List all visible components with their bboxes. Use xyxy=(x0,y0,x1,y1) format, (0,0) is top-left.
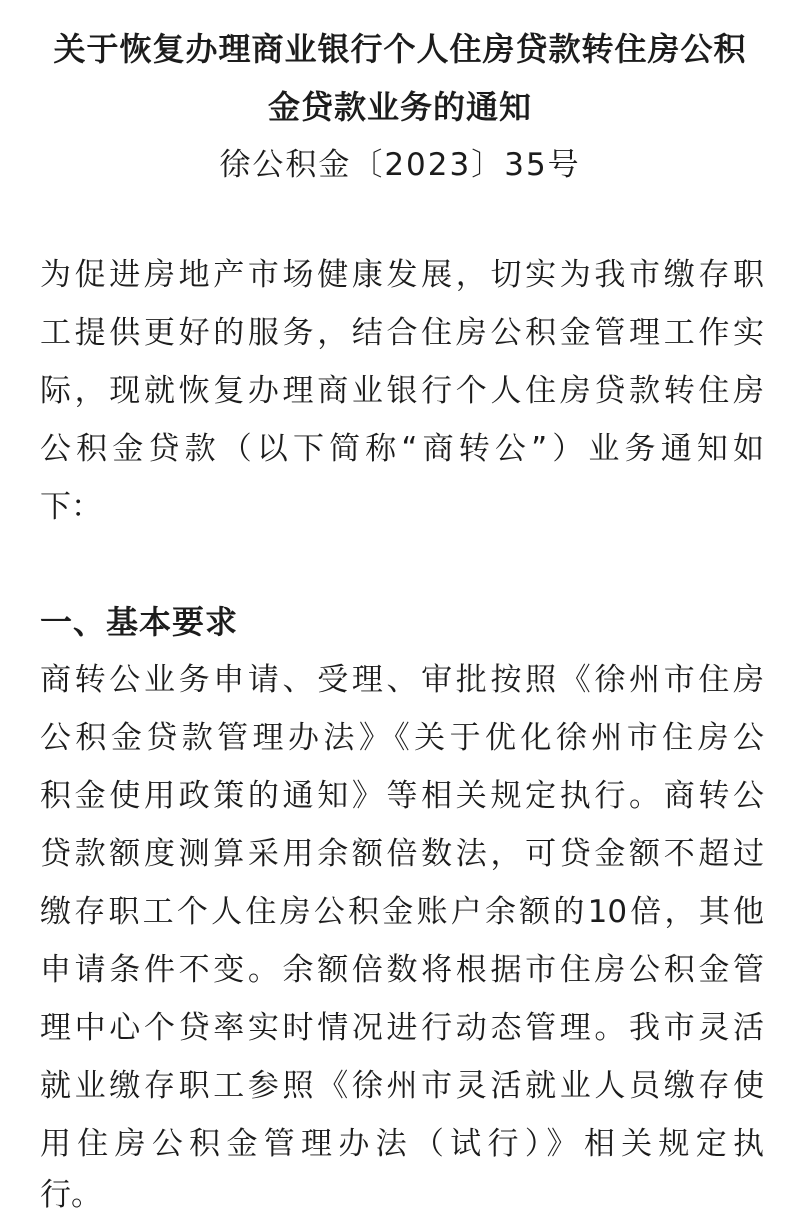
intro-line-1: 为促进房地产市场健康发展，切实为我市缴存职 xyxy=(40,257,764,293)
document-title-line-2: 金贷款业务的通知 xyxy=(267,88,532,126)
document-number: 徐公积金〔2023〕35号 xyxy=(219,147,581,183)
section1-line-2: 公积金贷款管理办法》《关于优化徐州市住房公 xyxy=(40,720,764,756)
section1-line-10: 行。 xyxy=(40,1177,102,1213)
intro-line-3: 际，现就恢复办理商业银行个人住房贷款转住房 xyxy=(40,373,764,409)
section1-line-6: 申请条件不变。余额倍数将根据市住房公积金管 xyxy=(40,952,764,988)
intro-line-2: 工提供更好的服务，结合住房公积金管理工作实 xyxy=(40,315,764,351)
intro-line-4: 公积金贷款（以下简称“商转公”）业务通知如 xyxy=(40,431,764,467)
section1-line-8: 就业缴存职工参照《徐州市灵活就业人员缴存使 xyxy=(40,1068,764,1104)
document-title-line-1: 关于恢复办理商业银行个人住房贷款转住房公积 xyxy=(53,30,747,68)
section1-line-1: 商转公业务申请、受理、审批按照《徐州市住房 xyxy=(40,662,764,698)
section1-line-4: 贷款额度测算采用余额倍数法，可贷金额不超过 xyxy=(40,836,764,872)
intro-line-5: 下： xyxy=(40,489,102,525)
section1-line-7: 理中心个贷率实时情况进行动态管理。我市灵活 xyxy=(40,1010,764,1046)
section1-line-3: 积金使用政策的通知》等相关规定执行。商转公 xyxy=(40,778,764,814)
section-heading-basic-requirements: 一、基本要求 xyxy=(40,603,239,641)
section1-line-5: 缴存职工个人住房公积金账户余额的10倍，其他 xyxy=(40,894,764,930)
section1-line-9: 用住房公积金管理办法（试行）》相关规定执 xyxy=(40,1126,764,1162)
